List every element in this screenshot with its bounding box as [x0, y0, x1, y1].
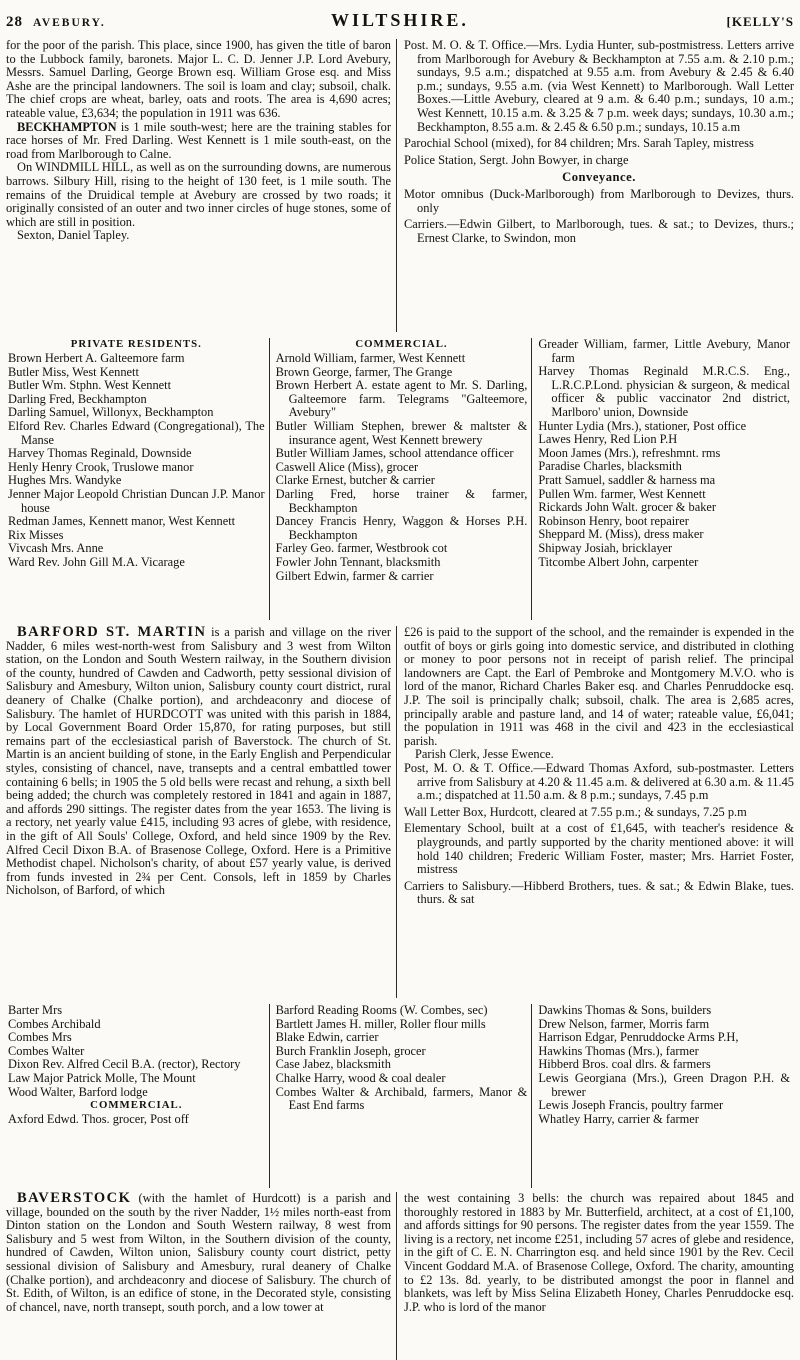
barford-lead: BARFORD ST. MARTIN	[17, 624, 207, 640]
header-left	[6, 14, 256, 31]
beckhampton-paragraph	[6, 121, 391, 162]
baverstock-continuation-paragraph: the west containing 3 bells: the church was repaired about 1845 and thoroughly restored in 1883 by Mr. Butterfield, architect, at a cost of £1,100, and affords sittings for 90 persons. The register dates from the year 1559. The living is a rectory, net income £251, including 57 acres of glebe and residence, in the gift of C. E. N. Charrington esq. and held since 1901 by the Rev. Cecil Vincent Goddard M.A. of Brasenose College, Oxford. The charity, amounting to £2 13s. 8d. yearly, to be distributed amongst the poor in flannel and blankets, was left by Miss Selina Elizabeth Honey, Charles Penruddocke esq. J.P. who is lord of the manor	[404, 1191, 794, 1314]
avebury-directory-section	[6, 338, 794, 620]
barford-commercial-column	[269, 1004, 532, 1188]
directory-entry: Brown George, farmer, The Grange	[275, 364, 453, 379]
directory-entry: Lewis Georgiana (Mrs.), Green Dragon P.H. & brewer	[538, 1070, 790, 1099]
baverstock-section	[6, 1192, 794, 1360]
commercial-list	[276, 352, 528, 583]
beckhampton-lead: BECKHAMPTON	[17, 119, 117, 134]
directory-entry: Law Major Patrick Molle, The Mount	[8, 1070, 196, 1085]
directory-entry: Barford Reading Rooms (W. Combes, sec)	[275, 1003, 488, 1017]
baverstock-lead: BAVERSTOCK	[17, 1190, 132, 1206]
baverstock-right-column	[396, 1192, 794, 1360]
post-office-entry: Post. M. O. & T. Office.—Mrs. Lydia Hunter, sub-postmistress. Letters arrive from Marlborough for Avebury & Beckhampton at 7.55 a.m. & 2.10 p.m.; sundays, 9.5 a.m.; dispatched at 9.55 a.m. from Avebury & 2.45 & 6.40 p.m.; sundays, 9.55 a.m. (via West Kennett) to Marlborough. Wall Letter Boxes.—Little Avebury, cleared at 9 a.m. & 6.40 p.m.; sundays, 10 a.m.; West Kennett, 10.15 a.m. & 3.25 & 7 p.m. week days; sundays, 10.30 a.m.; Beckhampton, 8.55 a.m. & 2.45 & 6.50 p.m.; sundays, 10.15 a.m	[404, 38, 794, 134]
baverstock-text: (with the hamlet of Hurdcott) is a parish and village, bounded on the south by the river Nadder, 1½ miles north-east from Dinton station on the London and South Western railway, 8 west from Salisbury and 5 west from Wilton, in the Southern division of the county, hundred of Cawden, Wilton union, Salisbury county court district, petty sessional division of Salisbury and Amesbury, rural deanery of Chalke (Chalke portion), and archdeaconry and diocese of Salisbury. The church of St. Edith, of Wilton, is an edifice of stone, in the Decorated style, consisting of chancel, nave, north transept, south porch, and a low tower at	[6, 1191, 391, 1314]
directory-entry: Lewis Joseph Francis, poultry farmer	[538, 1098, 724, 1113]
motor-omnibus-entry: Motor omnibus (Duck-Marlborough) from Marlborough to Devizes, thurs. only	[404, 186, 794, 215]
directory-entry: Robinson Henry, boot repairer	[538, 513, 689, 528]
directory-entry: Dixon Rev. Alfred Cecil B.A. (rector), Rectory	[8, 1057, 241, 1072]
directory-entry: Henly Henry Crook, Truslowe manor	[8, 459, 194, 474]
parochial-school-entry: Parochial School (mixed), for 84 children; Mrs. Sarah Tapley, mistress	[404, 136, 754, 151]
directory-entry: Titcombe Albert John, carpenter	[538, 554, 699, 569]
directory-entry: Harvey Thomas Reginald, Downside	[8, 446, 192, 461]
barford-left-column	[6, 626, 396, 998]
commercial-continued-list	[538, 338, 790, 569]
directory-entry: Hawkins Thomas (Mrs.), farmer	[538, 1043, 699, 1058]
directory-entry: Harvey Thomas Reginald M.R.C.S. Eng., L.R.C.P.Lond. physician & surgeon, & medical officer & public vaccinator 2nd district, Marlboro' union, Downside	[538, 364, 790, 419]
barford-right-column	[396, 626, 794, 998]
barford-carriers-entry: Carriers to Salisbury.—Hibberd Brothers, tues. & sat.; & Edwin Blake, tues. thurs. & sat	[404, 878, 794, 907]
directory-entry: Brown Herbert A. estate agent to Mr. S. Darling, Galteemore farm. Telegrams "Galteemore, Avebury"	[275, 378, 528, 420]
sexton-line: Sexton, Daniel Tapley.	[17, 228, 130, 243]
commercial-heading: COMMERCIAL.	[355, 338, 448, 350]
wall-letter-box-entry: Wall Letter Box, Hurdcott, cleared at 7.55 p.m.; & sundays, 7.25 p.m	[404, 804, 747, 819]
barford-text: is a parish and village on the river Nadder, 6 miles west-north-west from Salisbury and 3 west from Wilton station, on the London and South Western railway, in the Southern division of the county, hundred of Cawden and Cadworth, petty sessional division of Salisbury and Amesbury, Wilton union, Salisbury county court district, rural deanery of Chalke (Chalke portion), and archdeaconry and diocese of Salisbury. The hamlet of HURDCOTT was united with this parish in 1884, by Local Government Board Order 15,870, for rating purposes, but still remains part of the ecclesiastical parish of Baverstock. The church of St. Martin is an ancient building of stone, in the Early English and Perpendicular styles, consisting of chancel, nave, transepts and a central embattled tower containing 6 bells; in 1905 the 5 old bells were recast and rehung, a sixth bell being added; the church was completely restored in 1841 and again in 1887, and affords 290 sittings. The register dates from the year 1653. The living is a rectory, net yearly value £415, including 93 acres of glebe, with residence, in the gift of All Souls' College, Oxford, and held since 1909 by the Rev. Alfred Cecil Dixon B.A. of Brasenose College, Oxford. Here is a Primitive Methodist chapel. Nicholson's charity, of about £57 yearly value, is derived from funds invested in 2¾ per Cent. Consols, left in 1859 by Charles Nicholson, of Barford, of which	[6, 625, 391, 898]
county-title: WILTSHIRE.	[331, 10, 469, 30]
directory-entry: Hibberd Bros. coal dlrs. & farmers	[538, 1057, 711, 1072]
barford-continuation-paragraph: £26 is paid to the support of the school, and the remainder is expended in the outfit of boys or girls going into domestic service, and distributed in clothing or money to poor persons not in receipt of parish relief. The principal landowners are Capt. the Earl of Pembroke and Montgomery M.V.O. who is lord of the manor, Richard Charles Baker esq. and Charles Penruddocke esq. J.P. The soil is principally chalk; subsoil, chalk. The area is 2,685 acres, principally arable and pasture land, and 14 of water; rateable value, £6,041; the population in 1911 was 468 in the civil and 423 in the ecclesiastical parish.	[404, 625, 794, 748]
directory-entry: Drew Nelson, farmer, Morris farm	[538, 1016, 710, 1031]
directory-entry: Shipway Josiah, bricklayer	[538, 540, 673, 555]
avebury-intro-paragraph: for the poor of the parish. This place, since 1900, has given the title of baron to the Lubbock family, baronets. Major L. C. D. Jenner J.P. Lord Avebury, Messrs. Samuel Darling, George Brown esq. William Grose esq. and Miss Ashe are the principal landowners. The soil is loam and clay; subsoil, chalk. The chief crops are wheat, barley, oats and roots. The area is 4,690 acres; rateable value, £3,634; the population in 1911 was 636.	[6, 38, 391, 120]
directory-entry: Fowler John Tennant, blacksmith	[275, 554, 441, 569]
private-residents-heading: PRIVATE RESIDENTS.	[70, 338, 202, 350]
directory-entry: Pullen Wm. farmer, West Kennett	[538, 486, 706, 501]
page-number: 28	[6, 14, 23, 30]
barford-section	[6, 626, 794, 998]
directory-entry: Brown Herbert A. Galteemore farm	[8, 351, 185, 365]
directory-entry: Combes Archibald	[8, 1016, 101, 1031]
barford-commercial-continued-column	[531, 1004, 794, 1188]
baverstock-intro-paragraph	[6, 1192, 391, 1314]
private-residents-list	[8, 352, 265, 570]
barford-residents-list	[8, 1004, 265, 1126]
directory-entry: Butler William James, school attendance officer	[275, 446, 514, 461]
directory-entry: Paradise Charles, blacksmith	[538, 459, 682, 474]
directory-entry: Pratt Samuel, saddler & harness ma	[538, 472, 716, 487]
directory-entry: Rix Misses	[8, 527, 64, 542]
carriers-entry: Carriers.—Edwin Gilbert, to Marlborough, tues. & sat.; to Devizes, thurs.; Ernest Clarke, to Swindon, mon	[404, 217, 794, 245]
avebury-right-column	[396, 39, 794, 332]
parish-clerk-line: Parish Clerk, Jesse Ewence.	[415, 747, 554, 762]
directory-entry: Caswell Alice (Miss), grocer	[275, 459, 419, 474]
conveyance-heading: Conveyance.	[562, 170, 636, 185]
directory-entry: Greader William, farmer, Little Avebury, Manor farm	[538, 337, 790, 365]
directory-entry: Vivcash Mrs. Anne	[8, 541, 104, 556]
police-station-entry: Police Station, Sergt. John Bowyer, in charge	[404, 152, 629, 167]
baverstock-left-column	[6, 1192, 396, 1360]
directory-entry: Gilbert Edwin, farmer & carrier	[275, 568, 434, 583]
directory-entry: Jenner Major Leopold Christian Duncan J.P. Manor house	[8, 486, 265, 515]
directory-entry: Darling Fred, Beckhampton	[8, 391, 147, 406]
directory-entry: Hughes Mrs. Wandyke	[8, 473, 122, 488]
barford-commercial-continued-list	[538, 1004, 790, 1126]
publisher-mark: [KELLY'S	[726, 14, 794, 29]
directory-entry: Dawkins Thomas & Sons, builders	[538, 1003, 712, 1017]
directory-subheading: COMMERCIAL.	[90, 1099, 183, 1112]
directory-entry: Clarke Ernest, butcher & carrier	[275, 473, 435, 488]
barford-intro-paragraph	[6, 626, 391, 898]
directory-entry: Sheppard M. (Miss), dress maker	[538, 527, 704, 542]
barford-post-office-entry: Post, M. O. & T. Office.—Edward Thomas Axford, sub-postmaster. Letters arrive from Salisbury at 4.20 & 11.45 a.m. & delivered at 6.30 a.m. & 11.45 a.m.; dispatched at 11.50 a.m. & 8 p.m.; sundays, 7.45 p.m	[404, 760, 794, 803]
windmill-hill-paragraph: On WINDMILL HILL, as well as on the surrounding downs, are numerous barrows. Silbury Hill, rising to the height of 130 feet, is 1 mile south. The remains of the Druidical temple at Avebury are crossed by two roads; it originally consisted of an outer and two inner circles of huge stones, some of which are still in position.	[6, 160, 391, 229]
commercial-continued-column	[531, 338, 794, 620]
directory-entry: Moon James (Mrs.), refreshmnt. rms	[538, 445, 721, 460]
beckhampton-text: is 1 mile south-west; here are the training stables for race horses of Mr. Fred Darling. West Kennett is 1 mile south-east, on the road from Marlborough to Calne.	[6, 119, 391, 161]
directory-entry: Combes Walter	[8, 1043, 85, 1058]
directory-entry: Harrison Edgar, Penruddocke Arms P.H,	[538, 1030, 739, 1045]
directory-entry: Darling Fred, horse trainer & farmer, Beckhampton	[275, 486, 528, 515]
directory-entry: Farley Geo. farmer, Westbrook cot	[275, 541, 448, 556]
directory-entry: Dancey Francis Henry, Waggon & Horses P.H. Beckhampton	[275, 514, 528, 542]
directory-entry: Chalke Harry, wood & coal dealer	[275, 1070, 446, 1085]
elementary-school-entry: Elementary School, built at a cost of £1,645, with teacher's residence & playgrounds, and partly supported by the charity mentioned above: it will hold 140 children; Frederic William Foster, master; Mrs. Harriet Foster, mistress	[404, 821, 794, 877]
directory-entry: Whatley Harry, carrier & farmer	[538, 1111, 699, 1126]
directory-entry: Redman James, Kennett manor, West Kennett	[8, 514, 236, 529]
directory-entry: Arnold William, farmer, West Kennett	[275, 351, 466, 365]
directory-entry: Wood Walter, Barford lodge	[8, 1084, 148, 1099]
directory-entry: Hunter Lydia (Mrs.), stationer, Post office	[538, 418, 747, 433]
directory-entry: Blake Edwin, carrier	[275, 1030, 379, 1045]
directory-entry: Rickards John Walt. grocer & baker	[538, 500, 717, 515]
directory-entry: Combes Walter & Archibald, farmers, Manor & East End farms	[275, 1084, 528, 1113]
directory-entry: Combes Mrs	[8, 1030, 72, 1045]
directory-entry: Butler Wm. Stphn. West Kennett	[8, 378, 172, 393]
barford-residents-column	[6, 1004, 269, 1188]
place-running-title: AVEBURY.	[33, 17, 106, 29]
directory-entry: Darling Samuel, Willonyx, Beckhampton	[8, 405, 214, 420]
directory-entry: Axford Edwd. Thos. grocer, Post off	[8, 1111, 189, 1126]
avebury-section	[6, 39, 794, 332]
directory-entry: Butler Miss, West Kennett	[8, 364, 139, 379]
directory-entry: Elford Rev. Charles Edward (Congregational), The Manse	[8, 418, 265, 447]
directory-entry: Butler William Stephen, brewer & maltster & insurance agent, West Kennett brewery	[275, 418, 528, 447]
barford-commercial-list	[276, 1004, 528, 1113]
directory-entry: Barter Mrs	[8, 1003, 63, 1017]
directory-entry: Ward Rev. John Gill M.A. Vicarage	[8, 554, 185, 569]
page-header	[6, 10, 794, 31]
directory-entry: Bartlett James H. miller, Roller flour mills	[275, 1016, 486, 1031]
avebury-left-column	[6, 39, 396, 332]
directory-entry: Burch Franklin Joseph, grocer	[275, 1043, 426, 1058]
commercial-column	[269, 338, 532, 620]
private-residents-column	[6, 338, 269, 620]
barford-directory-section	[6, 1004, 794, 1188]
directory-entry: Lawes Henry, Red Lion P.H	[538, 432, 678, 447]
directory-entry: Case Jabez, blacksmith	[275, 1057, 391, 1072]
